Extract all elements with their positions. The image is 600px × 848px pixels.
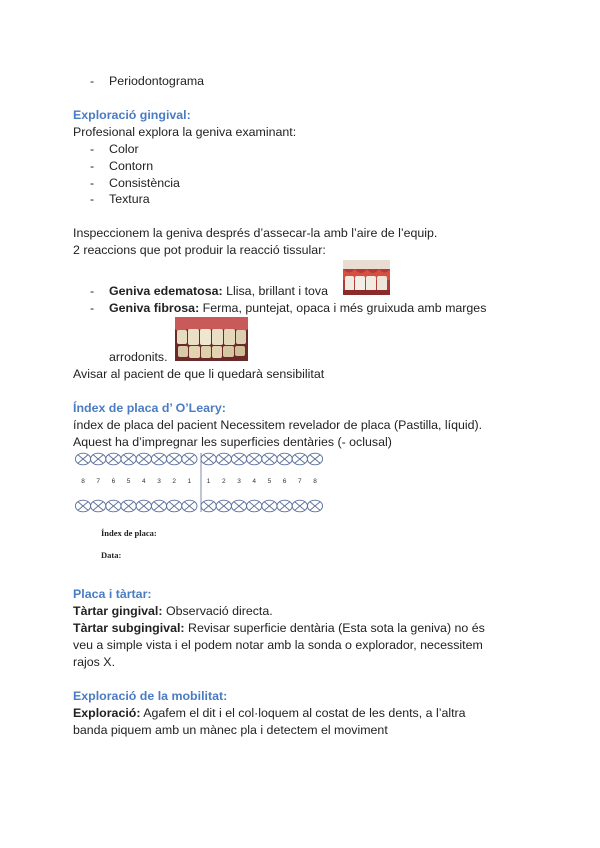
list-dash: - [90,192,95,206]
list-dash: - [90,159,95,173]
tooth-diagram [106,500,121,512]
tooth-numbers [81,478,317,485]
tooth-diagram [216,453,231,465]
tooth-diagram [262,500,277,512]
paragraph: Inspeccionem la geniva després d’assecar-la amb l’aire de l’equip. [73,226,438,240]
paragraph [73,705,466,721]
paragraph: Profesional explora la geniva examinant: [73,125,297,139]
list-dash: - [90,176,95,190]
tooth-row-upper [75,453,322,465]
list-item: Consistència [109,176,180,190]
tooth-diagram [201,453,216,465]
paragraph: Avisar al pacient de que li quedarà sensibilitat [73,367,325,381]
paragraph: rajos X. [73,655,116,669]
description: Revisar superficie dentària (Esta sota la geniva) no és [184,621,485,635]
reaction-term: Geniva edematosa: [109,284,223,298]
tooth-diagram [231,453,246,465]
tooth-diagram [292,453,307,465]
list-item: Textura [109,192,150,206]
tooth-diagram [167,453,182,465]
paragraph: 2 reaccions que pot produir la reacció tissular: [73,243,326,257]
fibrous-gingiva-photo [175,317,248,361]
tooth-diagram [277,500,292,512]
tooth-number: 1 [187,478,192,485]
tooth-diagram [121,453,136,465]
tooth-number: 8 [313,478,317,485]
tooth-diagram [106,453,121,465]
tooth-number: 7 [297,478,302,485]
section-heading-tartar: Placa i tàrtar: [73,587,152,601]
list-item: Periodontograma [109,74,205,88]
tooth-diagram [91,453,106,465]
tooth-number: 5 [267,478,272,485]
plaque-chart [74,450,329,518]
reaction-item [109,300,486,316]
tooth-diagram [167,500,182,512]
form-label-date: Data: [101,550,122,560]
list-dash: - [90,74,95,88]
term: Tàrtar gingival: [73,604,163,618]
tooth-row-lower [75,500,322,512]
tooth-number: 3 [237,478,241,485]
paragraph: Aquest ha d’impregnar les superficies dentàries (- oclusal) [73,435,392,449]
reaction-item [109,283,328,299]
tooth-number: 5 [126,478,131,485]
paragraph: banda piquem amb un mànec pla i detectem el moviment [73,723,388,737]
description: Observació directa. [162,604,273,618]
tooth-number: 6 [111,478,116,485]
tooth-diagram [247,453,262,465]
tooth-diagram [151,500,166,512]
paragraph [73,620,485,636]
paragraph: índex de placa del pacient Necessitem revelador de placa (Pastilla, líquid). [73,418,483,432]
tooth-diagram [247,500,262,512]
reaction-term: Geniva fibrosa: [109,301,200,315]
tooth-diagram [182,453,197,465]
tooth-number: 2 [221,478,226,485]
tooth-diagram [182,500,197,512]
section-heading-oleary: Índex de placa d’ O’Leary: [73,401,226,415]
tooth-number: 2 [172,478,177,485]
tooth-number: 7 [96,478,101,485]
edematous-gingiva-photo [343,260,390,295]
tooth-diagram [91,500,106,512]
list-dash: - [90,142,95,156]
tooth-number: 1 [206,478,211,485]
tooth-diagram [201,500,216,512]
tooth-number: 4 [252,478,257,485]
tooth-diagram [307,453,322,465]
tooth-number: 8 [81,478,85,485]
tooth-diagram [216,500,231,512]
tooth-diagram [75,453,90,465]
reaction-description: Ferma, puntejat, opaca i més gruixuda amb marges [199,301,487,315]
term: Tàrtar subgingival: [73,621,185,635]
tooth-number: 6 [282,478,287,485]
tooth-diagram [292,500,307,512]
form-label-index: Índex de placa: [101,528,157,538]
list-dash: - [90,284,95,298]
list-dash: - [90,301,95,315]
tooth-diagram [136,453,151,465]
tooth-diagram [136,500,151,512]
tooth-diagram [277,453,292,465]
tooth-diagram [121,500,136,512]
paragraph: veu a simple vista i el podem notar amb la sonda o explorador, necessitem [73,638,483,652]
tooth-number: 3 [157,478,161,485]
tooth-diagram [231,500,246,512]
section-heading-mobility: Exploració de la mobilitat: [73,689,228,703]
tooth-diagram [307,500,322,512]
paragraph [73,603,273,619]
paragraph: arrodonits. [109,350,168,364]
tooth-diagram [151,453,166,465]
section-heading-gingival: Exploració gingival: [73,108,191,122]
tooth-number: 4 [141,478,146,485]
list-item: Contorn [109,159,154,173]
description: Agafem el dit i el col·loquem al costat de les dents, a l’altra [140,706,466,720]
reaction-description: Llisa, brillant i tova [222,284,329,298]
list-item: Color [109,142,139,156]
tooth-diagram [75,500,90,512]
tooth-diagram [262,453,277,465]
term: Exploració: [73,706,141,720]
